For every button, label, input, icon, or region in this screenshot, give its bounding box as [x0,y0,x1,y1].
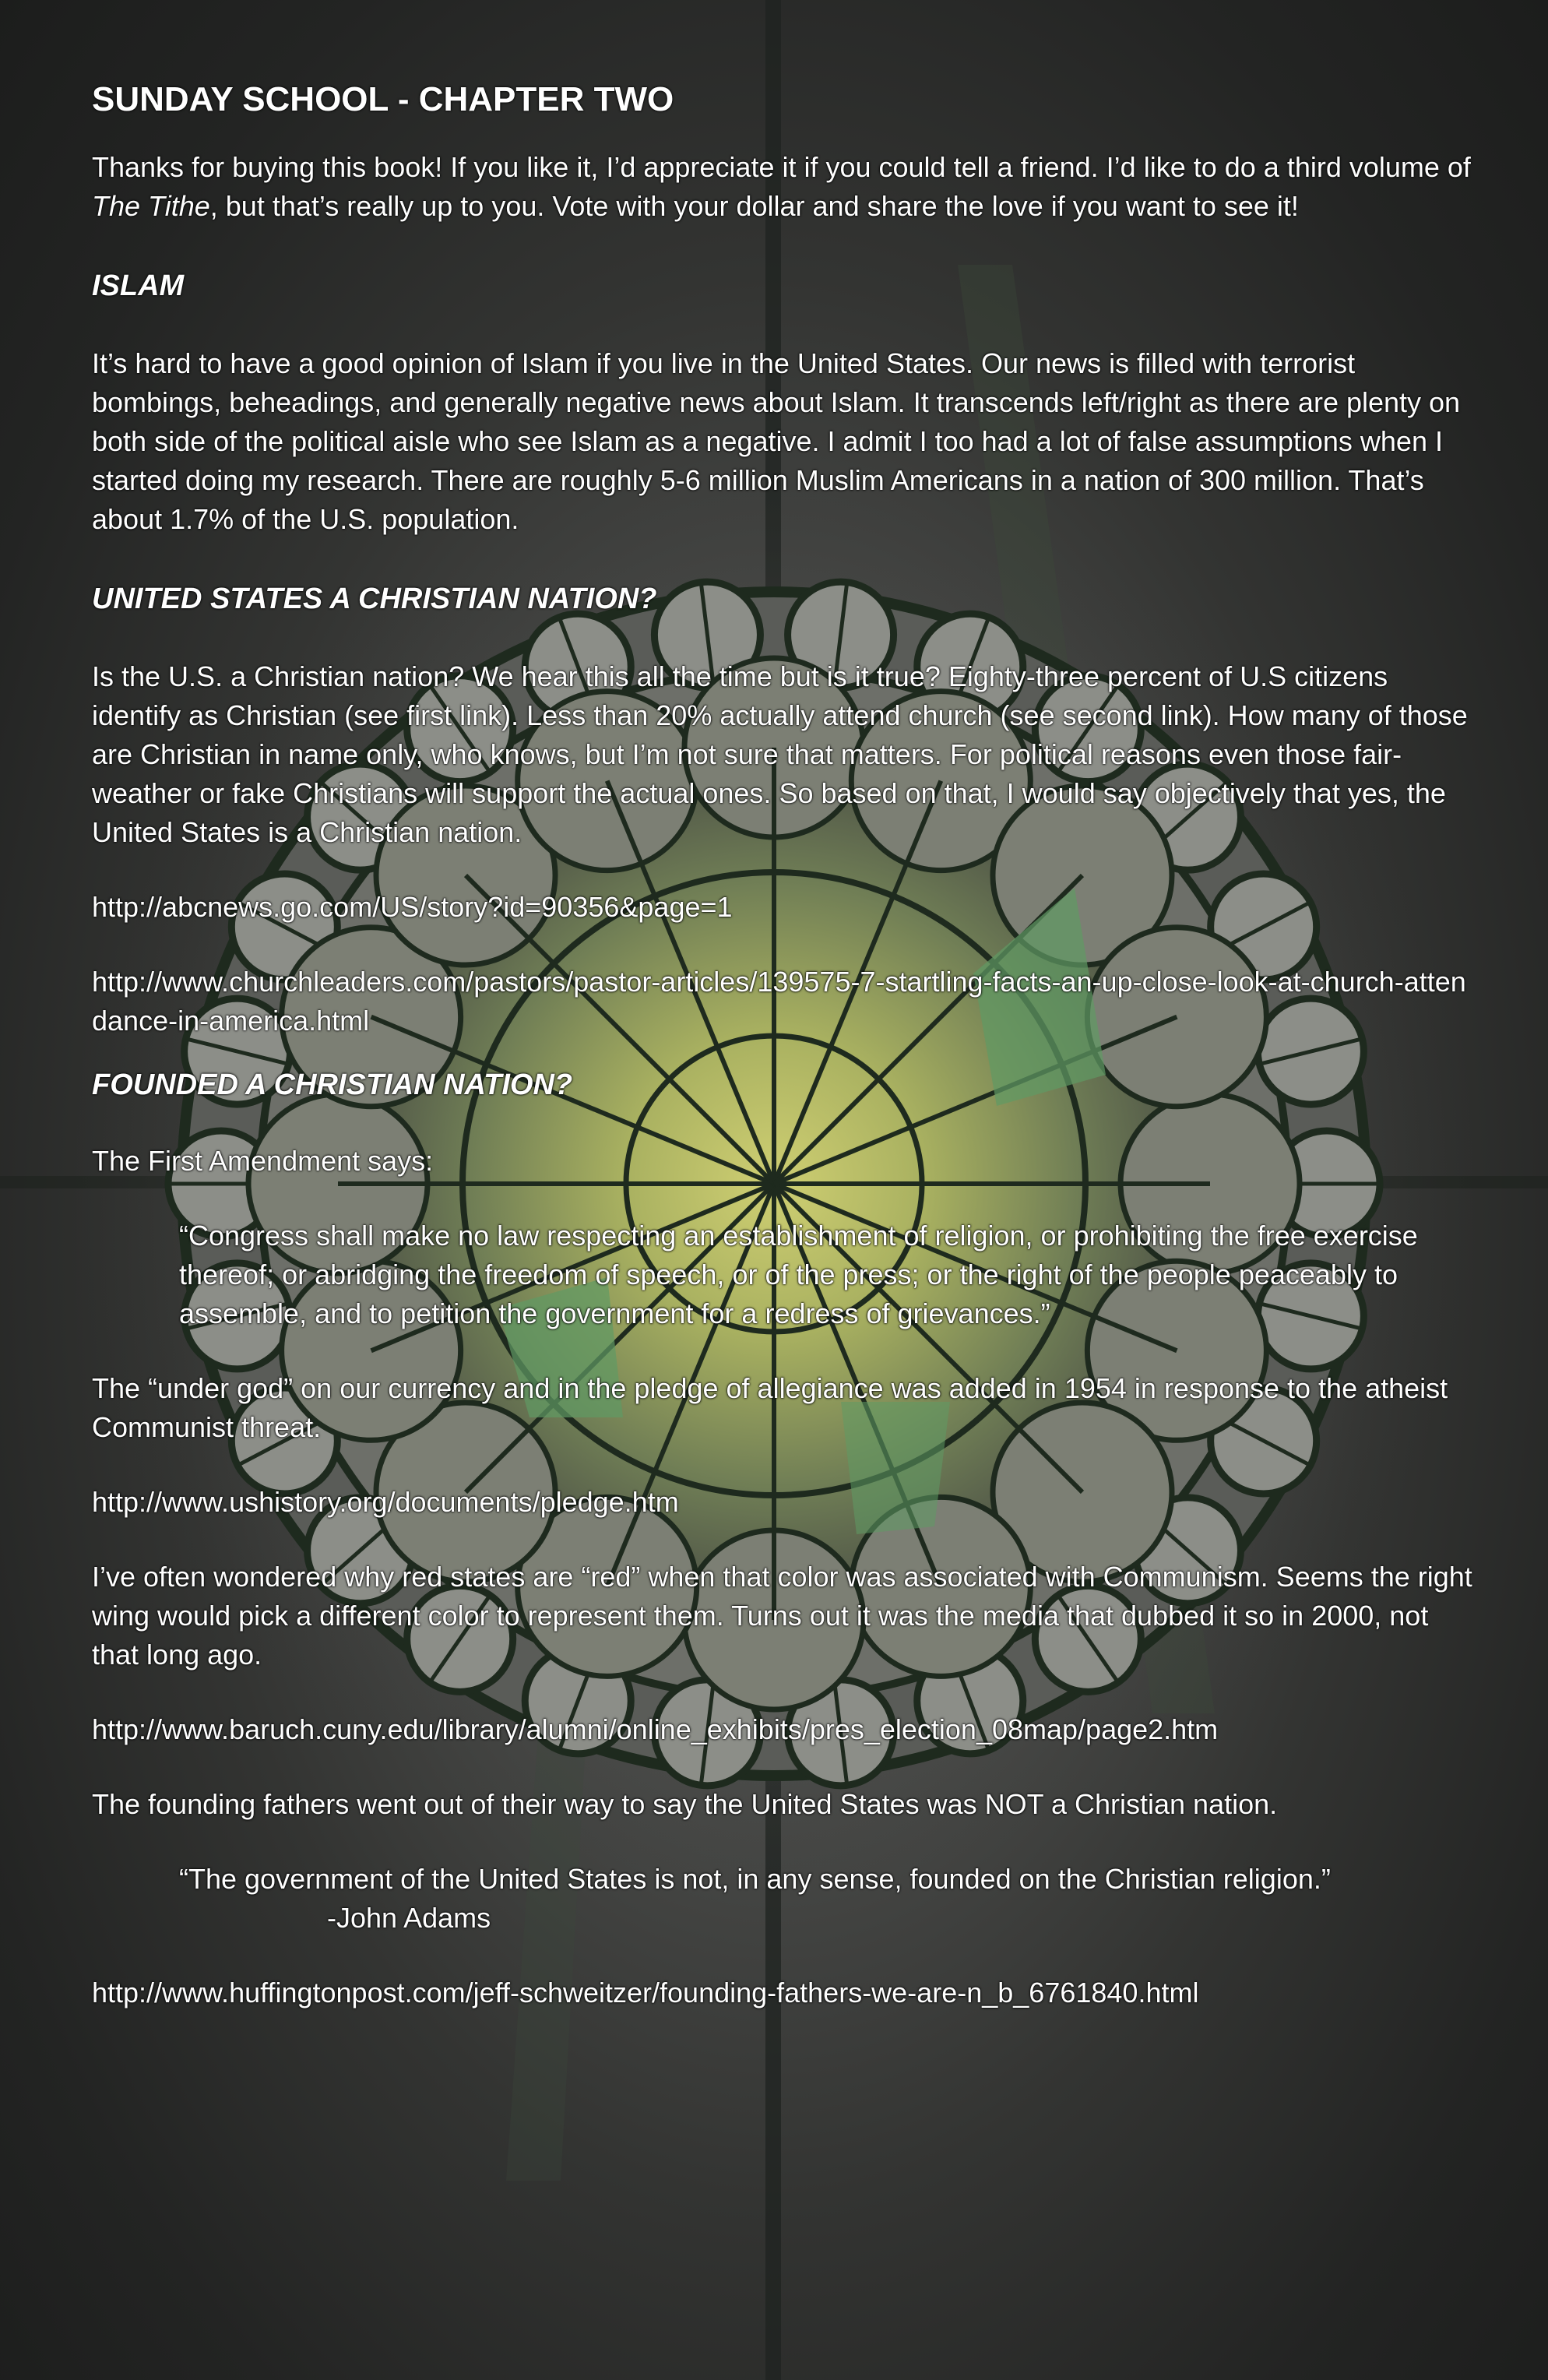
john-adams-quote: “The government of the United States is not, in any sense, founded on the Christian religion.” [179,1863,1331,1895]
first-amendment-intro: The First Amendment says: [92,1145,434,1177]
document-text [92,76,1478,2012]
red-states-paragraph: I’ve often wondered why red states are “red” when that color was associated with Communism. Seems the right wing would pick a different color to represent them. Turns out it was the media that dubbed it so in 2000, not that long ago. [92,1561,1472,1671]
heading-christian-nation: UNITED STATES A CHRISTIAN NATION? [92,583,657,615]
page-title: SUNDAY SCHOOL - CHAPTER TWO [92,80,674,118]
link-huffingtonpost[interactable]: http://www.huffingtonpost.com/jeff-schweitzer/founding-fathers-we-are-n_b_6761840.html [92,1977,1199,2009]
link-ushistory[interactable]: http://www.ushistory.org/documents/pledge.htm [92,1486,679,1518]
intro-paragraph [92,148,1478,226]
founding-fathers-paragraph: The founding fathers went out of their way to say the United States was NOT a Christian nation. [92,1788,1278,1820]
heading-founded: FOUNDED A CHRISTIAN NATION? [92,1069,573,1101]
first-amendment-quote: “Congress shall make no law respecting an establishment of religion, or prohibiting the free exercise thereof; or abridging the freedom of speech, or of the press; or the right of the people peaceably to assemble, and to petition the government for a redress of grievances.” [179,1220,1418,1329]
intro-text-2: , but that’s really up to you. Vote with your dollar and share the love if you want to see it! [209,190,1299,222]
christian-nation-paragraph: Is the U.S. a Christian nation? We hear this all the time but is it true? Eighty-three percent of U.S citizens identify as Christian (see first link). Less than 20% actually attend church (see second link). How many of those are Christian in name only, who knows, but I’m not sure that matters. For political reasons even those fair-weather or fake Christians will support the actual ones. So based on that, I would say objectively that yes, the United States is a Christian nation. [92,660,1468,848]
book-title: The Tithe [92,190,210,222]
link-churchleaders[interactable]: http://www.churchleaders.com/pastors/pastor-articles/139575-7-startling-facts-an-up-close-look-at-church-attendance-in-america.html [92,966,1466,1037]
islam-paragraph: It’s hard to have a good opinion of Islam if you live in the United States. Our news is filled with terrorist bombings, beheadings, and generally negative news about Islam. It transcends left/right as there are plenty on both side of the political aisle who see Islam as a negative. I admit I too had a lot of false assumptions when I started doing my research. There are roughly 5-6 million Muslim Americans in a nation of 300 million. That’s about 1.7% of the U.S. population. [92,347,1461,535]
intro-text-1: Thanks for buying this book! If you like it, I’d appreciate it if you could tell a friend. I’d like to do a third volume of [92,151,1471,183]
under-god-paragraph: The “under god” on our currency and in the pledge of allegiance was added in 1954 in response to the atheist Communist threat. [92,1372,1448,1443]
john-adams-attribution: -John Adams [327,1902,491,1934]
heading-islam: ISLAM [92,269,185,302]
link-baruch[interactable]: http://www.baruch.cuny.edu/library/alumni/online_exhibits/pres_election_08map/page2.htm [92,1713,1219,1745]
link-abcnews[interactable]: http://abcnews.go.com/US/story?id=90356&page=1 [92,891,733,923]
